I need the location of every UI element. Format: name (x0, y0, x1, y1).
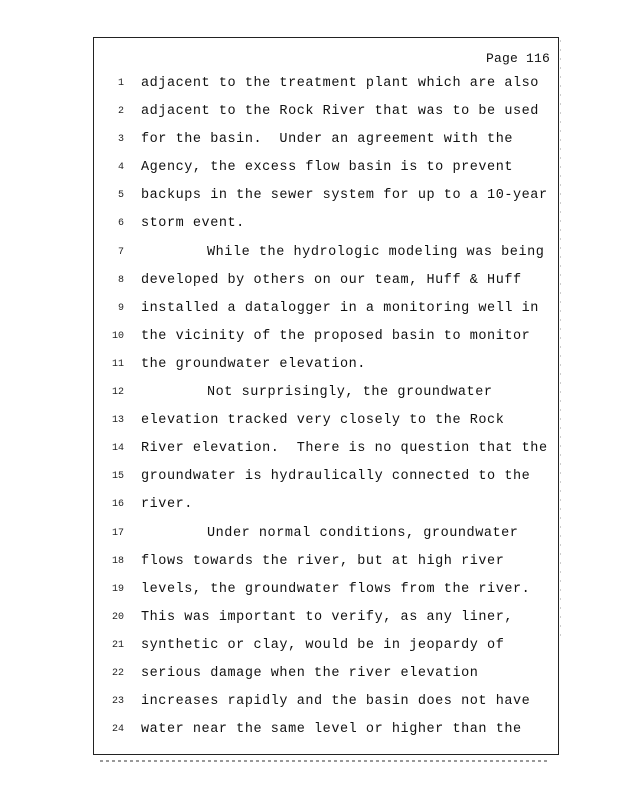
line-text: increases rapidly and the basin does not have (141, 694, 531, 710)
transcript-line (94, 295, 558, 323)
transcript-line (94, 604, 558, 632)
transcript-line (94, 688, 558, 716)
line-number: 5 (117, 190, 124, 202)
transcript-line (94, 351, 558, 379)
line-text: serious damage when the river elevation (141, 665, 479, 681)
line-number: 20 (111, 611, 124, 623)
line-text: storm event. (141, 216, 245, 232)
transcript-line (94, 520, 558, 548)
line-number: 18 (111, 555, 124, 567)
line-text: synthetic or clay, would be in jeopardy of (141, 637, 505, 653)
transcript-line (94, 98, 558, 126)
transcript-line (94, 660, 558, 688)
line-text: This was important to verify, as any liner, (141, 609, 514, 625)
transcript-line (94, 548, 558, 576)
transcript-line (94, 632, 558, 660)
line-number: 15 (111, 471, 124, 483)
line-text: Not surprisingly, the groundwater (207, 385, 493, 401)
transcript-line (94, 70, 558, 98)
page-number: Page 116 (485, 51, 550, 66)
line-text: Under normal conditions, groundwater (207, 525, 519, 541)
transcript-lines (94, 70, 558, 744)
line-number: 14 (111, 443, 124, 455)
line-number: 7 (117, 246, 124, 258)
line-text: backups in the sewer system for up to a 10-year (141, 188, 548, 204)
line-text: Agency, the excess flow basin is to prevent (141, 160, 514, 176)
footer-rule (100, 760, 550, 762)
line-text: River elevation. There is no question that the (141, 441, 548, 457)
transcript-line (94, 267, 558, 295)
line-text: groundwater is hydraulically connected to the (141, 469, 531, 485)
transcript-line (94, 154, 558, 182)
line-text: developed by others on our team, Huff & Huff (141, 272, 522, 288)
line-text: flows towards the river, but at high river (141, 553, 505, 569)
transcript-line (94, 210, 558, 238)
line-text: for the basin. Under an agreement with the (141, 132, 514, 148)
scan-edge-artifact (560, 40, 561, 640)
line-number: 3 (117, 134, 124, 146)
line-number: 4 (117, 162, 124, 174)
line-text: river. (141, 497, 193, 513)
transcript-line (94, 491, 558, 519)
transcript-line (94, 239, 558, 267)
line-text: While the hydrologic modeling was being (207, 244, 545, 260)
line-number: 12 (111, 387, 124, 399)
transcript-line (94, 182, 558, 210)
line-number: 6 (117, 218, 124, 230)
line-number: 19 (111, 583, 124, 595)
transcript-page (93, 37, 559, 755)
line-text: installed a datalogger in a monitoring well in (141, 300, 539, 316)
line-text: adjacent to the treatment plant which are also (141, 76, 539, 91)
line-number: 16 (111, 499, 124, 511)
line-number: 17 (111, 527, 124, 539)
transcript-line (94, 126, 558, 154)
line-text: elevation tracked very closely to the Rock (141, 413, 505, 429)
transcript-line (94, 323, 558, 351)
line-number: 21 (111, 639, 124, 651)
line-number: 11 (111, 358, 124, 370)
line-text: water near the same level or higher than the (141, 722, 522, 738)
transcript-line (94, 716, 558, 744)
line-number: 24 (111, 724, 124, 736)
transcript-line (94, 407, 558, 435)
line-text: adjacent to the Rock River that was to be used (141, 104, 539, 120)
line-text: levels, the groundwater flows from the river. (141, 581, 531, 597)
line-text: the vicinity of the proposed basin to monitor (141, 328, 531, 344)
line-number: 22 (111, 667, 124, 679)
transcript-line (94, 379, 558, 407)
transcript-line (94, 435, 558, 463)
line-number: 9 (117, 302, 124, 314)
line-number: 8 (117, 274, 124, 286)
line-number: 2 (117, 106, 124, 118)
line-number: 10 (111, 330, 124, 342)
line-number: 23 (111, 696, 124, 708)
line-number: 13 (111, 415, 124, 427)
transcript-line (94, 576, 558, 604)
line-number: 1 (117, 78, 124, 89)
transcript-line (94, 463, 558, 491)
line-text: the groundwater elevation. (141, 356, 366, 372)
